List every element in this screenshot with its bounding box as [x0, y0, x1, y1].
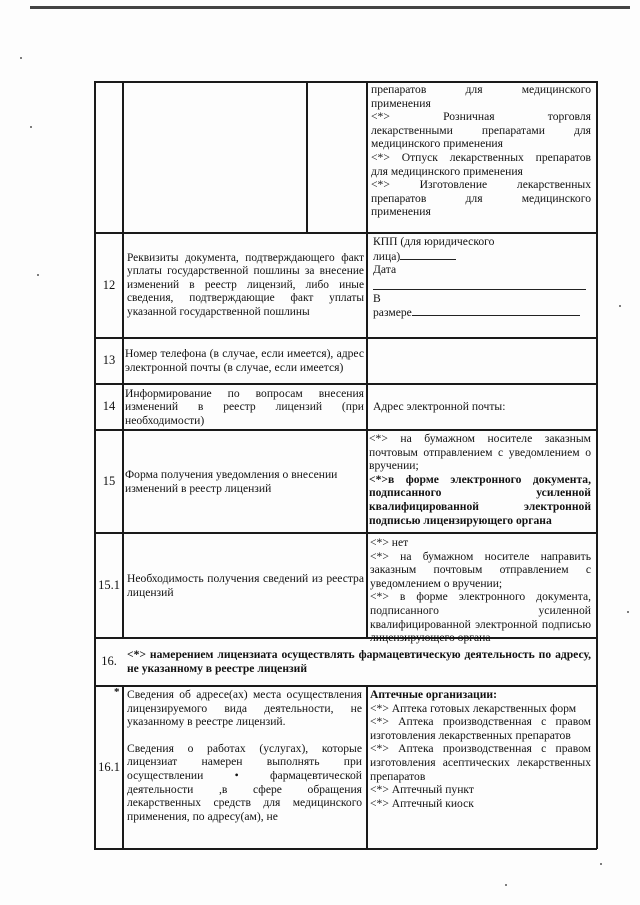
registry-info-text: Необходимость получения сведений из реестра лицензий: [127, 571, 364, 599]
date-label: Дата: [373, 263, 397, 277]
notice-form-label: [125, 431, 364, 532]
fee-payment-label: [127, 234, 364, 337]
license-type-line: медицинского применения: [371, 137, 503, 151]
new-address-text[interactable]: <*> намерением лицензиата осуществлять фармацевтическую деятельность по адресу, не указанному в реестре лицензий: [127, 648, 591, 675]
scan-speck: [619, 305, 621, 307]
option-paper[interactable]: <*> на бумажном носителе направить заказным почтовым отправлением с уведомлением о вручении;: [370, 549, 591, 590]
registry-info-options: [370, 536, 591, 645]
pharmacy-option[interactable]: <*> Аптека готовых лекарственных форм: [370, 701, 577, 715]
notice-form-text: Форма получения уведомления о внесении изменений в реестр лицензий: [125, 467, 338, 495]
info-label: [125, 385, 364, 429]
row-number: 13: [102, 353, 116, 368]
row-star: *: [114, 686, 120, 698]
kpp-field[interactable]: [400, 249, 456, 260]
amount-label: размере: [373, 306, 412, 320]
new-address-heading: [127, 640, 591, 684]
license-type-line: <*> Отпуск лекарственных препаратов: [371, 150, 591, 164]
pharmacy-option[interactable]: <*> Аптечный пункт: [370, 783, 474, 797]
row-number: 15.1: [98, 577, 120, 592]
row-number: 14: [102, 399, 116, 414]
notice-form-options: [369, 432, 591, 531]
email-field[interactable]: [373, 385, 593, 429]
fee-payment-details: [373, 235, 590, 335]
table-border: [366, 81, 368, 638]
table-border: [94, 848, 597, 850]
registry-info-label: [127, 534, 364, 637]
address-info-text: Сведения об адресе(ах) места осуществления лицензируемого вида деятельности, не указанному в реестре лицензий.: [127, 688, 362, 729]
license-type-line: лекарственными препаратами для: [371, 123, 591, 137]
row-number: 15: [102, 473, 116, 488]
pharmacy-option[interactable]: <*> Аптечный киоск: [370, 796, 474, 810]
contact-field[interactable]: [369, 340, 594, 382]
table-border: [366, 685, 368, 849]
table-border: [122, 81, 124, 638]
date-field[interactable]: [373, 280, 586, 290]
license-type-line: <*> Изготовление лекарственных: [371, 178, 591, 192]
scan-speck: [20, 57, 22, 59]
kpp-label: КПП (для юридического: [373, 235, 495, 248]
license-type-line: препаратов для медицинского: [371, 191, 591, 205]
option-electronic[interactable]: <*>в форме электронного документа, подписанного усиленной квалифицированной электронной подписью лицензирующего органа: [369, 472, 591, 527]
kpp-label-cont: лица): [373, 249, 401, 263]
option-no[interactable]: <*> нет: [370, 536, 409, 549]
scan-speck: [30, 126, 32, 128]
pharmacy-types: [370, 688, 591, 847]
scan-speck: [600, 863, 602, 865]
info-text: Информирование по вопросам внесения изменений в реестр лицензий (при необходимости): [125, 386, 364, 427]
license-type-line: применения: [371, 205, 431, 219]
row-number: 16.: [101, 654, 117, 669]
scan-top-edge: [30, 6, 630, 9]
scan-speck: [627, 611, 629, 613]
license-types-continued: [371, 83, 591, 231]
row-number: 12: [102, 277, 116, 292]
option-electronic[interactable]: <*> в форме электронного документа, подписанного усиленной квалифицированной электронной подписью лицензирующего органа: [370, 590, 591, 645]
license-type-line: препаратов для медицинского: [371, 83, 591, 96]
email-label: Адрес электронной почты:: [373, 400, 506, 414]
scan-speck: [37, 274, 39, 276]
license-type-line: для медицинского применения: [371, 164, 523, 178]
amount-field[interactable]: [412, 305, 580, 316]
table-border: [122, 685, 124, 849]
v-label: В: [373, 291, 381, 305]
scan-speck: [505, 884, 507, 886]
license-type-line: применения: [371, 96, 431, 110]
pharmacy-option[interactable]: <*> Аптека производственная с правом изготовления асептических лекарственных препаратов: [370, 742, 591, 783]
table-border: [306, 81, 308, 233]
row-number: 16.1: [98, 759, 120, 774]
contact-text: Номер телефона (в случае, если имеется), адрес электронной почты (в случае, если имеется): [125, 347, 364, 374]
contact-label: [125, 339, 364, 383]
license-type-line: <*> Розничная торговля: [371, 110, 591, 124]
pharmacy-heading: Аптечные организации:: [370, 688, 497, 701]
services-info-text: Сведения о работах (услугах), которые лицензиат намерен выполнять при осуществлении • фармацевтической деятельности ,в сфере обращения лекарственных средств для медицинского применения, по адресу(ам), не: [127, 741, 362, 823]
address-info-label: [127, 688, 362, 847]
fee-payment-text: Реквизиты документа, подтверждающего факт уплаты государственной пошлины за внесение изменений в реестр лицензий, либо иные сведения, подтверждающие факт уплаты указанной государственной пошлины: [127, 251, 364, 318]
pharmacy-option[interactable]: <*> Аптека производственная с правом изготовления лекарственных препаратов: [370, 715, 591, 742]
amount-line: [373, 305, 590, 320]
option-paper[interactable]: <*> на бумажном носителе заказным почтовым отправлением с уведомлением о вручении;: [369, 432, 591, 473]
kpp-line: [373, 249, 590, 264]
table-border: [596, 81, 598, 849]
table-border: [94, 685, 597, 687]
